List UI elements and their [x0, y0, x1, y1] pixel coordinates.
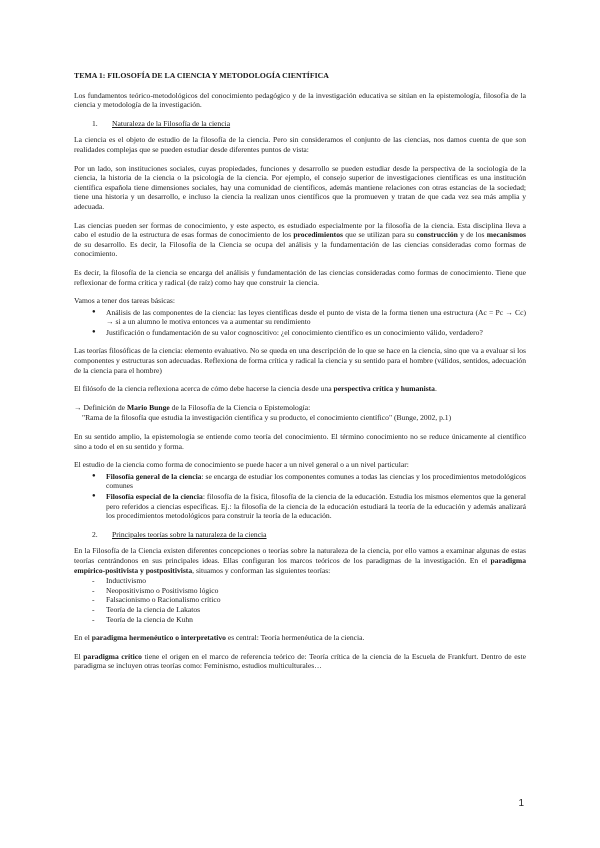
section-2-number: 2. [92, 529, 98, 539]
p3-text-g: de su desarrollo. Es decir, la Filosofía de la Ciencia se ocupa del análisis y la fundamentación de las ciencias consideradas como formas de conocimiento. [74, 239, 526, 259]
level-item [74, 472, 526, 491]
section-2-heading [74, 530, 526, 540]
bunge-quote: "Rama de la filosofía que estudia la investigación científica y su producto, el conocimiento científico" (Bunge, 2002, p.1) [82, 413, 452, 423]
p3-text-c: que se utilizan para su [342, 230, 417, 240]
theories-list [74, 576, 526, 624]
theory-item: - Teoría de la ciencia de Lakatos [74, 605, 526, 615]
document-page [74, 71, 526, 680]
section-1-heading [74, 119, 526, 129]
tasks-list [74, 308, 526, 338]
paragraph-2: Por un lado, son instituciones sociales, cuyas propiedades, funciones y desarrollo se pueden estudiar desde la perspectiva de la sociología de la ciencia, la historia de la ciencia o la psicología de la ciencia. Por ejemplo, el consejo superior de investigaciones científicas es una institución científica española tiene dimensiones sociales, hay una comunidad de científicos, además mantiene relaciones con otras estancias de la sociedad; tiene una historia y un desarrollo, e incluso la ciencia la realizan unos científicos que la promueven y tratan de que cada vez sea más amplia y adecuada. [74, 163, 526, 211]
p6-bold: perspectiva crítica y humanista [333, 384, 435, 394]
p3-bold-construccion: construcción [416, 230, 458, 240]
paragraph-8: El estudio de la ciencia como forma de conocimiento se puede hacer a un nivel general o a un nivel particular: [74, 460, 409, 470]
paragraph-10 [74, 633, 526, 643]
page-number: 1 [518, 798, 524, 809]
p6-text-c: . [434, 384, 437, 394]
p10-text-c: es central: Teoría hermenéutica de la ciencia. [225, 633, 365, 643]
p3-bold-mecanismos: mecanismos [486, 230, 526, 240]
task-item: ● Justificación o fundamentación de su valor cognoscitivo: ¿el conocimiento científico es un conocimiento válido, verdadero? [74, 328, 526, 338]
paragraph-9 [74, 546, 526, 575]
theory-item: - Inductivismo [74, 576, 526, 586]
section-1-label: Naturaleza de la Filosofía de la ciencia [112, 118, 231, 128]
paragraph-7: En su sentido amplio, la epistemología se entiende como teoría del conocimiento. El término conocimiento no se reduce únicamente al científico sino a todo el en su sentido y forma. [74, 432, 526, 451]
theory-item: - Neopositivismo o Positivismo lógico [74, 586, 526, 596]
level-item [74, 492, 526, 521]
level-item-title: Filosofía general de la ciencia [106, 471, 202, 481]
level-item-text: : se encarga de estudiar los componentes comunes a todas las ciencias y los procedimientos metodológicos comunes [106, 471, 527, 491]
p3-bold-procedimientos: procedimientos [293, 230, 343, 240]
p11-text-a: El [74, 651, 84, 661]
level-item-title: Filosofía especial de la ciencia [106, 492, 203, 501]
paragraph-3 [74, 221, 526, 259]
level-item-text: : filosofía de la física, filosofía de la ciencia de la educación. Estudia los mismos elementos que la general pero referidos a ciencias específicas. Ej.: la filosofía de la ciencia de la educación estudiará la teoría de la educación y además analizará los procedimientos metodológicos para construir la teoría de la educación. [106, 492, 526, 521]
paragraph-1: La ciencia es el objeto de estudio de la filosofía de la ciencia. Pero sin consideramos el conjunto de las ciencias, nos damos cuenta de que son realidades complejas que se pueden estudiar desde diferentes puntos de vista: [74, 135, 526, 154]
section-1-number: 1. [92, 118, 98, 128]
document-title: TEMA 1: FILOSOFÍA DE LA CIENCIA Y METODOLOGÍA CIENTÍFICA [74, 71, 329, 80]
p10-bold-paradigm: paradigma hermenéutico o interpretativo [91, 633, 226, 643]
p11-text-c: tiene el origen en el marco de referencia teórico de: Teoría crítica de la ciencia de la Escuela de Frankfurt. Dentro de este paradigma se incluyen otras teorías como: Feminismo, estudios multiculturales… [74, 651, 526, 671]
p9-text-a: En la Filosofía de la Ciencia existen diferentes concepciones o teorías sobre la naturaleza de la ciencia, por ello vamos a examinar algunas de estas teorías centrándonos en sus principales ideas. Ellas configuran los marcos teóricos de los paradigmas de la investigación. En el [74, 546, 526, 565]
paragraph-11 [74, 652, 526, 671]
def-text-a: → Definición de [74, 402, 127, 412]
paragraph-6 [74, 384, 526, 394]
p9-text-c: , situamos y conforman las siguientes teorías: [192, 565, 331, 575]
paragraph-4: Es decir, la filosofía de la ciencia se encarga del análisis y fundamentación de las ciencias consideradas como formas de conocimiento. Tiene que reflexionar de forma crítica y radical (de raíz) como hay que construir la ciencia. [74, 267, 526, 287]
section-2-label: Principales teorías sobre la naturaleza de la ciencia [112, 529, 267, 539]
p10-text-a: En el [74, 633, 92, 643]
p11-bold-paradigm: paradigma crítico [83, 651, 142, 661]
intro-paragraph: Los fundamentos teórico-metodológicos del conocimiento pedagógico y de la investigación educativa se sitúan en la epistemología, filosofía de la ciencia y metodología de la investigación. [74, 90, 526, 110]
theory-item: - Falsacionismo o Racionalismo crítico [74, 595, 526, 605]
p6-text-a: El filósofo de la ciencia reflexiona acerca de cómo debe hacerse la ciencia desde una [74, 384, 334, 394]
task-item: ● Análisis de las componentes de la ciencia: las leyes científicas desde el punto de vista de la forma tienen una estructura (Ac = Pc → Cc) → si a un alumno le motiva entonces va a aumentar su rendimiento [74, 308, 526, 327]
p3-text-a: Las ciencias pueden ser formas de conocimiento, y este aspecto, es estudiado especialmente por la filosofía de la ciencia. Esta disciplina lleva a cabo el estudio de la estructura de esas formas de conocimiento de los [74, 220, 526, 240]
p3-text-e: y de los [457, 230, 487, 240]
tasks-intro: Vamos a tener dos tareas básicas: [74, 296, 176, 306]
levels-list [74, 472, 526, 521]
p9-bold-paradigm: paradigma empírico-positivista y postpositivista [74, 555, 526, 575]
definition-line [74, 403, 526, 413]
paragraph-5: Las teorías filosóficas de la ciencia: elemento evaluativo. No se queda en una descripción de lo que se hace en la ciencia, sino que va a evaluar si los componentes y estructuras son adecuadas. Reflexiona de forma crítica y radical la ciencia y su sentido para el hombre (válidos, sentidos, adecuación de la ciencia para el hombre) [74, 346, 526, 375]
theory-item: - Teoría de la ciencia de Kuhn [74, 615, 526, 625]
def-bold-author: Mario Bunge [126, 402, 170, 412]
def-text-c: de la Filosofía de la Ciencia o Epistemología: [169, 402, 311, 412]
